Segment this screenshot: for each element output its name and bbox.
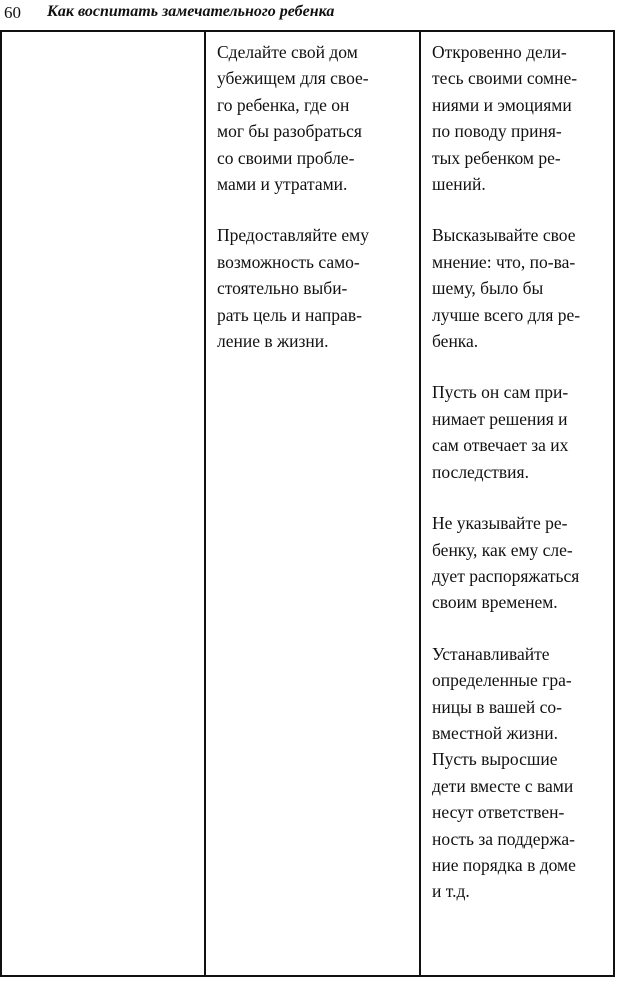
text-line: Сделайте свой дом [217,42,358,62]
text-line: возможность само- [217,251,360,272]
text-line: Предоставляйте ему [217,225,369,246]
text-line: и т.д. [432,881,470,902]
text-line: Пусть он сам при- [432,382,569,403]
text-line: ность за поддержа- [432,828,575,849]
paragraph [432,510,611,616]
text-line: Не указывайте ре- [432,513,568,534]
paragraph [217,222,411,354]
text-line: ниями и эмоциями [432,94,572,115]
text-line: ление в жизни. [217,331,329,352]
text-line: шему, было бы [432,278,544,299]
text-line: Устанавливайте [432,643,550,664]
content-table [0,30,615,977]
text-line: мог бы разобраться [217,121,362,142]
text-line: бенку, как ему сле- [432,539,573,560]
text-line: Высказывайте свое [432,225,576,246]
text-line: убежищем для свое- [217,68,369,89]
text-line: нимает решения и [432,408,568,429]
text-line: Пусть выросшие [432,749,558,770]
text-line: мами и утратами. [217,174,348,195]
table-column-2 [206,32,421,975]
text-line: тых ребенком ре- [432,147,561,168]
text-line: го ребенка, где он [217,94,350,115]
page-number: 60 [4,3,21,22]
text-line: со своими пробле- [217,147,355,168]
text-line: вместной жизни. [432,722,558,743]
running-title: Как воспитать замечательного ребенка [47,3,335,20]
paragraph [432,379,611,485]
text-line: стоятельно выби- [217,278,348,299]
text-line: своим временем. [432,592,558,613]
text-line: Откровенно дели- [432,42,567,62]
paragraph [217,39,411,197]
paragraph [432,39,611,197]
table-column-1 [2,32,206,975]
text-line: ницы в вашей со- [432,696,562,717]
table-column-3 [421,32,615,975]
paragraph [432,222,611,354]
text-line: ние порядка в доме [432,854,576,875]
text-line: несут ответствен- [432,802,565,823]
text-line: тесь своими сомне- [432,68,578,89]
text-line: мнение: что, по-ва- [432,251,576,272]
text-line: по поводу приня- [432,121,562,142]
text-line: сам отвечает за их [432,435,569,456]
text-line: шений. [432,174,486,195]
text-line: дети вместе с вами [432,775,574,796]
paragraph [432,641,611,905]
text-line: бенка. [432,331,479,352]
text-line: рать цель и направ- [217,304,362,325]
text-line: дует распоряжаться [432,565,580,586]
text-line: определенные гра- [432,670,572,691]
text-line: последствия. [432,461,529,482]
page-header [4,3,334,25]
text-line: лучше всего для ре- [432,304,581,325]
